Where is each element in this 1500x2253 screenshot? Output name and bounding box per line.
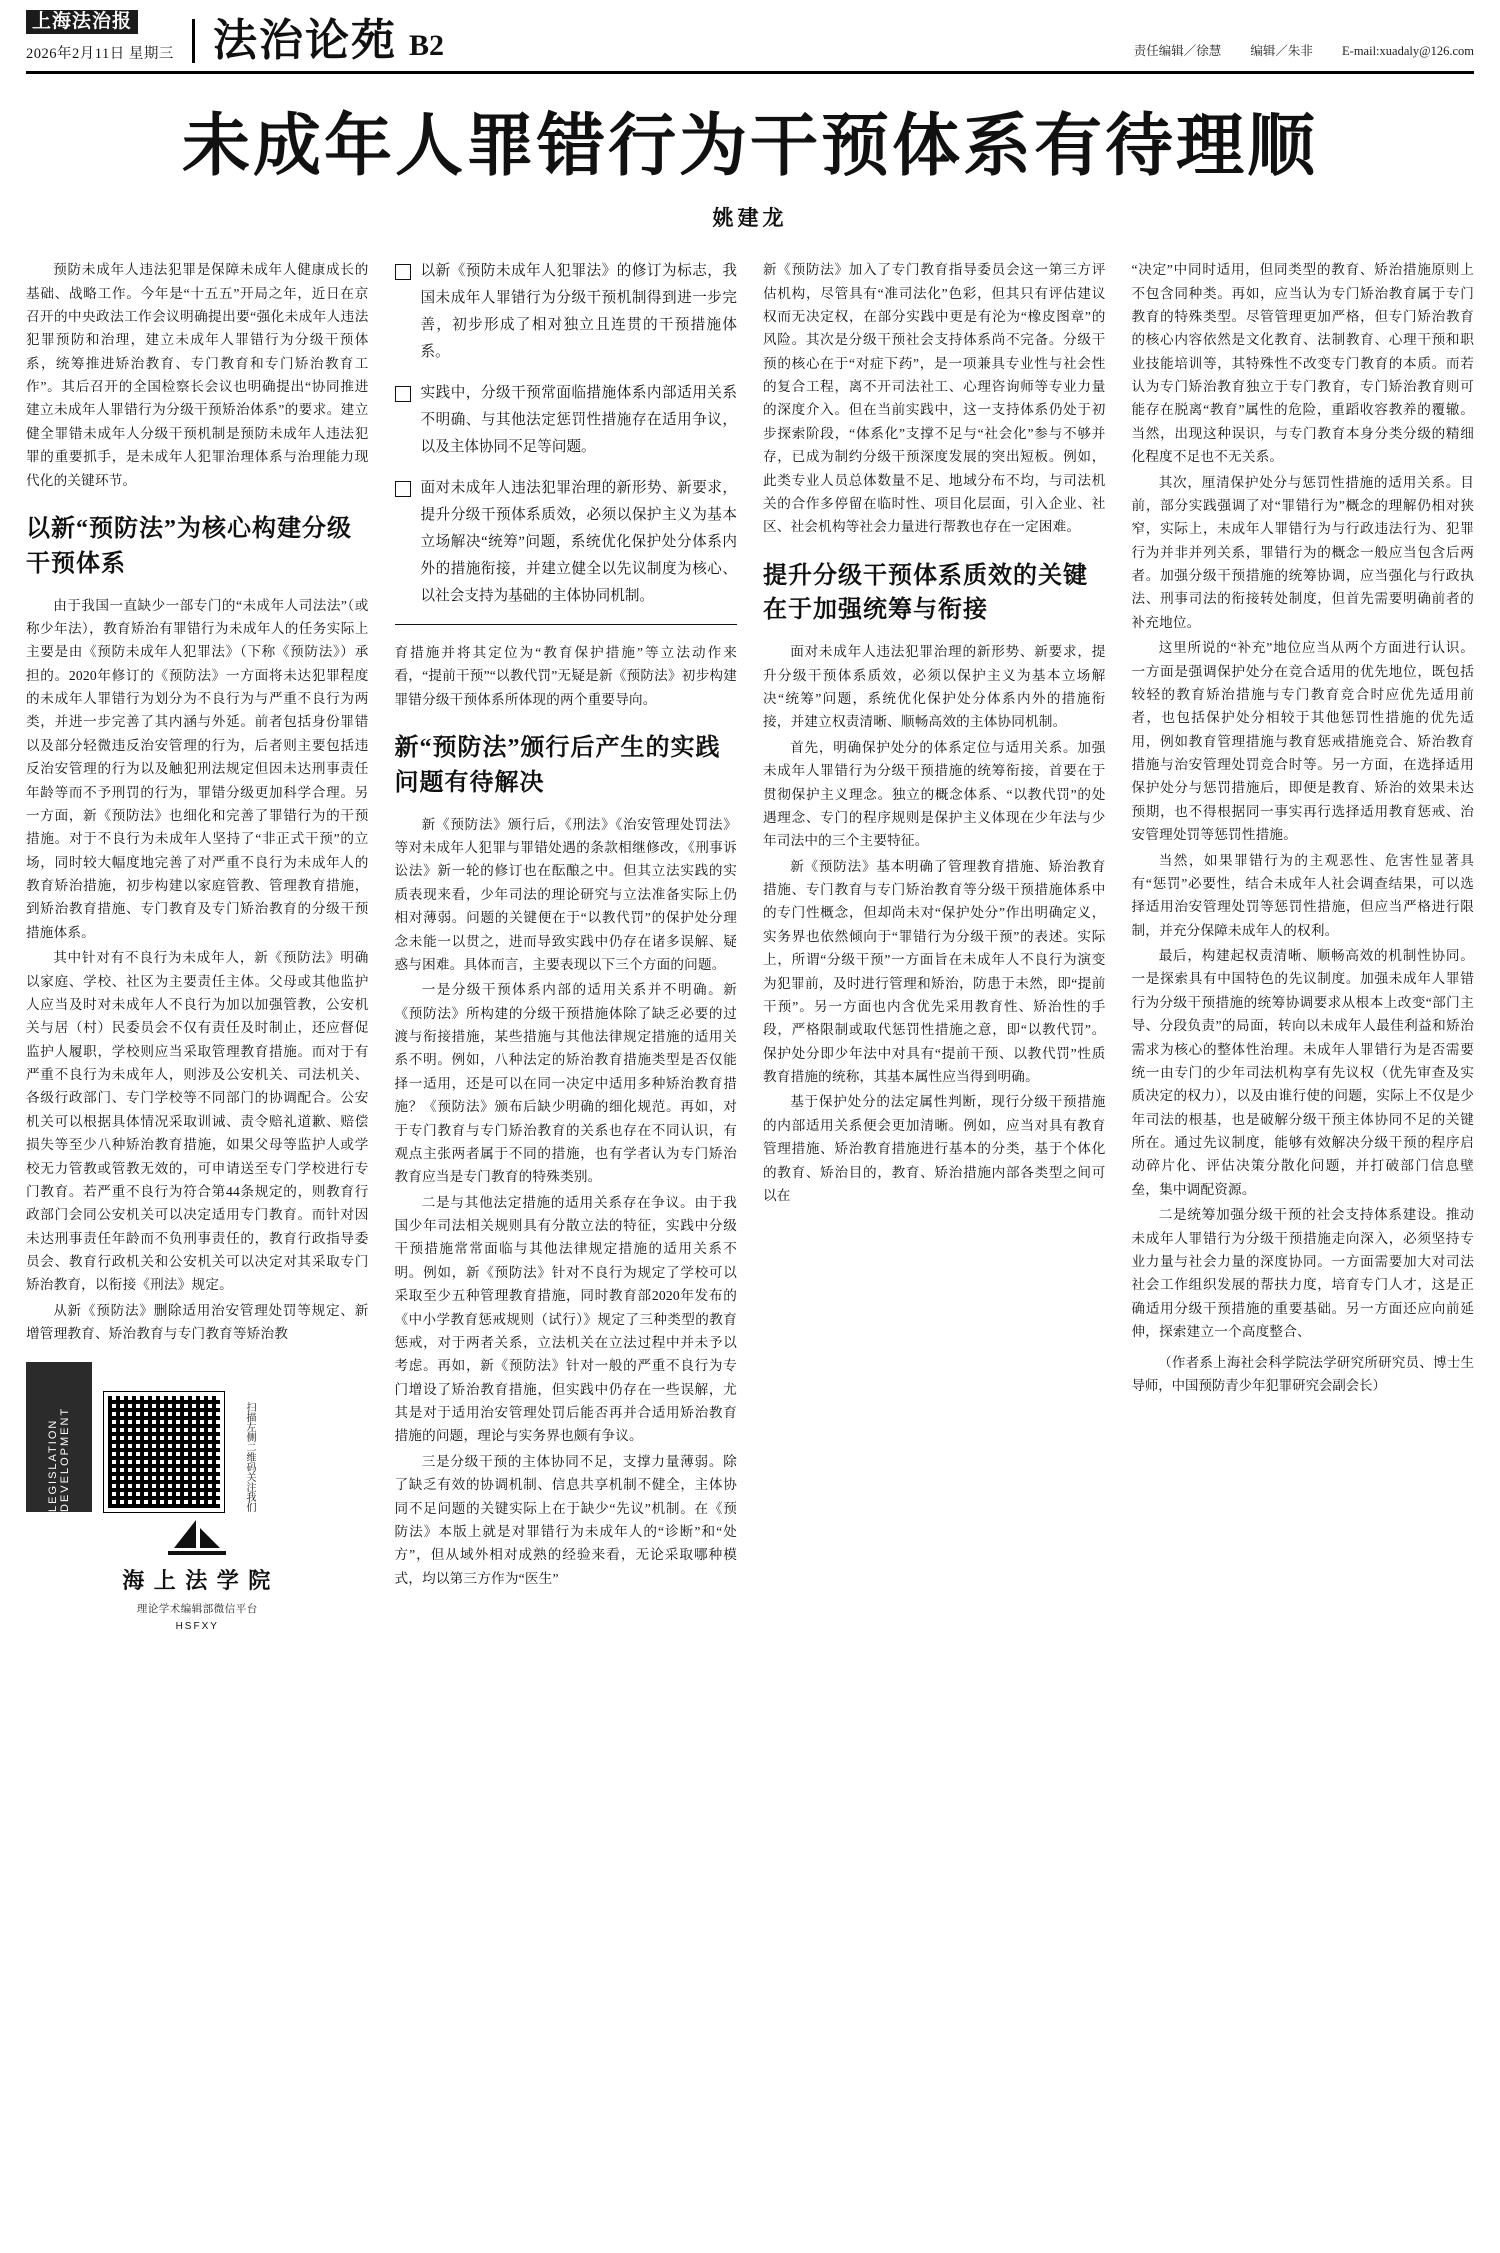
footer-branding bbox=[26, 1362, 369, 1512]
abstract-text: 面对未成年人违法犯罪治理的新形势、新要求，提升分级干预体系质效，必须以保护主义为基本立场解决“统筹”问题，系统优化保护处分体系内外的措施衔接，并建立健全以先议制度为核心、以社会支持为基础的主体协同机制。 bbox=[420, 480, 737, 604]
article-headline: 未成年人罪错行为干预体系有待理顺 bbox=[181, 108, 1318, 184]
legislation-badge-text: LEGISLATION DEVELOPMENT bbox=[47, 1406, 71, 1512]
checkbox-icon bbox=[395, 481, 411, 497]
legislation-badge bbox=[26, 1362, 92, 1512]
paragraph: 三是分级干预的主体协同不足，支撑力量薄弱。除了缺乏有效的协调机制、信息共享机制不健全，主体协同不足问题的关键实际上在于缺少“先议”机制。在《预防法》本版上就是对罪错行为未成年人的“诊断”和“处方”，但从域外相对成熟的经验来看，无论采取哪种模式，均以第三方作为“医生” bbox=[394, 1453, 737, 1586]
paragraph: 首先，明确保护处分的体系定位与适用关系。加强未成年人罪错行为分级干预措施的统筹衔接，首要在于贯彻保护主义理念。独立的概念体系、“以教代罚”的处遇理念、专门的程序规则是保护主义体现在少年法与少年司法中的三个主要特征。 bbox=[763, 739, 1106, 849]
paragraph-lead: 预防未成年人违法犯罪是保障未成年人健康成长的基础、战略工作。今年是“十五五”开局之年，近日在京召开的中央政法工作会议明确提出要“强化未成年人违法犯罪预防和治理，建立未成年人罪错行为分级干预体系，统筹推进矫治教育、专门教育和专门矫治教育工作”。其后召开的全国检察长会议也明确提出“协同推进建立未成年人罪错行为分级干预矫治体系”的要求。建立健全罪错未成年人分级干预机制是预防未成年人违法犯罪的重要抓手，是未成年人犯罪治理体系与治理能力现代化的关键环节。 bbox=[26, 262, 369, 488]
abstract-item bbox=[395, 258, 738, 366]
paragraph: 新《预防法》颁行后，《刑法》《治安管理处罚法》等对未成年人犯罪与罪错处遇的条款相继修改，《刑事诉讼法》新一轮的修订也在酝酿之中。但其立法实践的实质表现来看，少年司法的理论研究与立法准备实际上仍相对薄弱。问题的关键便在于“以教代罚”的保护处分理念未能一以贯之，进而导致实践中仍存在诸多误解、疑惑与困难。具体而言，主要表现以下三个方面的问题。 bbox=[394, 816, 737, 972]
paragraph: 这里所说的“补充”地位应当从两个方面进行认识。一方面是强调保护处分在竞合适用的优先地位，既包括较轻的教育矫治措施与专门教育竞合时应优先适用前者，也包括保护处分相较于其他惩罚性措施的优先适用，例如教育管理措施与教育惩戒措施竞合、矫治教育措施与治安管理处罚竞合时等。另一方面，在选择适用保护处分与惩罚措施后，即便是教育、矫治的效果未达预期，也不得根据同一事实再行选择适用教育惩戒、治安管理处罚等惩罚性措施。 bbox=[1131, 640, 1474, 843]
paragraph: 二是与其他法定措施的适用关系存在争议。由于我国少年司法相关规则具有分散立法的特征，实践中分级干预措施常常面临与其他法律规定措施的适用关系不明。例如，新《预防法》针对不良行为规定了学校可以采取至少五种管理教育措施，同时教育部2020年发布的《中小学教育惩戒规则（试行）》规定了三种类型的教育惩戒，对于两者关系，立法机关在立法过程中并未予以考虑。再如，新《预防法》针对一般的严重不良行为专门增设了矫治教育措施，但实践中仍存在一些误解，尤其是对于适用治安管理处罚后能否再并合适用矫治教育措施的问题，理论与实务界也颇有争议。 bbox=[394, 1194, 737, 1444]
author-note: （作者系上海社会科学院法学研究所研究员、博士生导师，中国预防青少年犯罪研究会副会长） bbox=[1131, 1355, 1474, 1394]
institute-name-block bbox=[26, 1564, 369, 1618]
section-title-group bbox=[192, 16, 445, 65]
column-3 bbox=[763, 258, 1106, 1209]
section-title: 法治论苑 bbox=[213, 16, 397, 65]
qr-code-block bbox=[104, 1392, 224, 1512]
institute-abbr: HSFXY bbox=[175, 1621, 219, 1633]
column-1 bbox=[26, 258, 369, 1632]
paragraph: 新《预防法》基本明确了管理教育措施、矫治教育措施、专门教育与专门矫治教育等分级干预措施体系中的专门性概念，但却尚未对“保护处分”作出明确定义，实务界也依然倾向于“罪错行为分级干预”的表述。实际上，所谓“分级干预”一方面旨在未成年人不良行为演变为犯罪前，及时进行管理和矫治，防患于未然，即“提前干预”。另一方面也内含优先采用教育性、矫治性的手段，严格限制或取代惩罚性措施之意，即“以教代罚”。保护处分即少年法中对具有“提前干预、以教代罚”性质教育措施的统称，其基本属性应当得到明确。 bbox=[763, 858, 1106, 1084]
newspaper-logo: 上海法治报 bbox=[26, 10, 138, 34]
paragraph: 面对未成年人违法犯罪治理的新形势、新要求，提升分级干预体系质效，必须以保护主义为基本立场解决“统筹”问题，系统优化保护处分体系内外的措施衔接，并建立权责清晰、顺畅高效的主体协同机制。 bbox=[763, 644, 1106, 730]
editor-name: 编辑／朱非 bbox=[1250, 44, 1313, 58]
paragraph: 基于保护处分的法定属性判断，现行分级干预措施的内部适用关系便会更加清晰。例如，应当对具有教育管理措施、矫治教育措施进行基本的分类，基于个体化的教育、矫治目的，教育、矫治措施内部各类型之间可以在 bbox=[763, 1094, 1106, 1203]
paragraph: 新《预防法》加入了专门教育指导委员会这一第三方评估机构，尽管具有“准司法化”色彩，但其只有评估建议权而无决定权，在部分实践中更是有沦为“橡皮图章”的风险。其次是分级干预社会支持体系尚不完备。分级干预的核心在于“对症下药”，是一项兼具专业性与社会性的复合工程，离不开司法社工、心理咨询师等专业力量的深度介入。但在当前实践中，这一支持体系仍处于初步探索阶段，“体系化”支撑不足与“社会化”参与不够并存，已成为制约分级干预深度发展的突出短板。例如，此类专业人员总体数量不足、地域分布不均，与司法机关的合作多停留在临时性、项目化层面，引入企业、社区、社会机构等社会力量进行帮教也存在一定困难。 bbox=[763, 262, 1106, 535]
institute-sub: 理论学术编辑部微信平台 bbox=[136, 1603, 258, 1615]
editor-email: E-mail:xuadaly@126.com bbox=[1342, 44, 1474, 58]
column-4 bbox=[1132, 258, 1475, 1411]
paragraph: 当然，如果罪错行为的主观恶性、危害性显著具有“惩罚”必要性，结合未成年人社会调查结果，可以选择适用治安管理处罚等惩罚性措施，但应当严格进行限制，并充分保障未成年人的权利。 bbox=[1131, 852, 1474, 938]
publication-date: 2026年2月11日 星期三 bbox=[26, 46, 174, 62]
subheading-2: 新“预防法”颁行后产生的实践问题有待解决 bbox=[394, 735, 721, 796]
sailboat-icon bbox=[162, 1518, 232, 1564]
abstract-box bbox=[395, 258, 738, 610]
institute-name: 海 上 法 学 院 bbox=[122, 1567, 273, 1593]
qr-caption: 扫描左侧二维码关注我们 bbox=[244, 1401, 255, 1512]
article-byline: 姚建龙 bbox=[712, 206, 788, 231]
editor-responsible: 责任编辑／徐慧 bbox=[1133, 44, 1222, 58]
subheading-3: 提升分级干预体系质效的关键在于加强统筹与衔接 bbox=[763, 562, 1088, 624]
divider bbox=[395, 624, 738, 625]
column-2 bbox=[395, 258, 738, 1592]
abstract-item bbox=[395, 380, 738, 461]
paragraph: “决定”中同时适用，但同类型的教育、矫治措施原则上不包含同种类。再如，应当认为专门矫治教育属于专门教育的特殊类型。尽管管理更加严格，但专门矫治教育的核心内容依然是文化教育、法制教育、心理干预和职业技能培训等，其特殊性不改变专门教育的本质。而若认为专门矫治教育独立于专门教育，专门矫治教育则可能存在脱离“教育”属性的危险，重蹈收容教养的覆辙。当然，出现这种误识，与专门教育本身分类分级的精细化程度不足也不无关系。 bbox=[1131, 262, 1474, 465]
article-columns bbox=[26, 258, 1474, 1632]
paragraph: 其中针对有不良行为未成年人，新《预防法》明确以家庭、学校、社区为主要责任主体。父母或其他监护人应当及时对未成年人不良行为加以加强管教，公安机关与居（村）民委员会不仅有责任及时制止，还应督促监护人履职，学校则应当采取管理教育措施。而对于有严重不良行为未成年人，则涉及公安机关、司法机关、各级行政部门、专门学校等不同部门的协调配合。公安机关可以根据具体情况采取训诫、责令赔礼道歉、赔偿损失等至少八种矫治教育措施，如果父母等监护人或学校无力管教或管教无效的，可申请送至专门学校进行专门教育。若严重不良行为符合第44条规定的，则教育行政部门会同公安机关可以决定适用专门教育。而针对因未达刑事责任年龄而不负刑事责任的，教育行政指导委员会、教育行政机关和公安机关可以决定对其采取专门矫治教育，以衔接《刑法》规定。 bbox=[26, 950, 369, 1293]
abstract-item bbox=[395, 475, 738, 610]
masthead bbox=[26, 0, 1474, 74]
checkbox-icon bbox=[395, 264, 411, 280]
masthead-left bbox=[26, 10, 192, 63]
abstract-text: 以新《预防未成年人犯罪法》的修订为标志，我国未成年人罪错行为分级干预机制得到进一步完善，初步形成了相对独立且连贯的干预措施体系。 bbox=[420, 263, 737, 361]
paragraph: 由于我国一直缺少一部专门的“未成年人司法法”（或称少年法），教育矫治有罪错行为未成年人的任务实际上主要是由《预防未成年人犯罪法》（下称《预防法》）承担的。2020年修订的《预防法》一方面将未达犯罪程度的未成年人罪错行为划分为不良行为与严重不良行为两类，并进一步完善了其内涵与外延。前者包括身份罪错以及部分轻微违反治安管理的行为，后者则主要包括违反治安管理的行为以及触犯刑法规定但因未达刑事责任年龄等而不予刑罚的行为，罪错分级更加科学合理。另一方面，新《预防法》也细化和完善了罪错行为的干预措施。对于不良行为未成年人坚持了“非正式干预”的立场，同时较大幅度地完善了对严重不良行为未成年人的教育矫治措施，初步构建以家庭管教、管理教育措施，到矫治教育措施、专门教育及专门矫治教育的分级干预措施体系。 bbox=[26, 597, 369, 940]
paragraph: 从新《预防法》删除适用治安管理处罚等规定、新增管理教育、矫治教育与专门教育等矫治教 bbox=[26, 1302, 369, 1342]
page-number: B2 bbox=[409, 29, 445, 62]
editor-info bbox=[1108, 41, 1474, 63]
subheading-1: 以新“预防法”为核心构建分级干预体系 bbox=[26, 515, 352, 577]
qr-code-image bbox=[104, 1392, 224, 1512]
paragraph: 二是统筹加强分级干预的社会支持体系建设。推动未成年人罪错行为分级干预措施走向深入，必须坚持专业力量与社会力量的深度协同。一方面需要加大对司法社会工作组织发展的帮扶力度，培育专门人才，这是正确适用分级干预措施的重要基础。另一方面还应向前延伸，探索建立一个高度整合、 bbox=[1131, 1207, 1474, 1340]
abstract-text: 实践中，分级干预常面临措施体系内部适用关系不明确、与其他法定惩罚性措施存在适用争议，以及主体协同不足等问题。 bbox=[420, 385, 737, 456]
checkbox-icon bbox=[395, 386, 411, 402]
paragraph: 一是分级干预体系内部的适用关系并不明确。新《预防法》所构建的分级干预措施体除了缺乏必要的过渡与衔接措施，某些措施与其他法律规定措施的适用关系不明。例如，八种法定的矫治教育措施类型是否仅能择一适用，还是可以在同一决定中适用多种矫治教育措施？《预防法》颁布后缺少明确的细化规范。再如，对于专门教育与专门矫治教育的关系也存在不同认识，有观点主张两者属于不同的措施，也有学者认为专门矫治教育应当是专门教育的特殊类别。 bbox=[394, 982, 737, 1185]
paragraph: 育措施并将其定位为“教育保护措施”等立法动作来看，“提前干预”“以教代罚”无疑是新《预防法》初步构建罪错分级干预体系所体现的两个重要导向。 bbox=[394, 644, 737, 707]
paragraph: 其次，厘清保护处分与惩罚性措施的适用关系。目前，部分实践强调了对“罪错行为”概念的理解仍相对狭窄，实际上，未成年人罪错行为与行政违法行为、犯罪行为并非并列关系，罪错行为的概念一般应当包含后两者。加强分级干预措施的统筹协调，应当强化与行政执法、刑事司法的衔接转处制度，但首先需要明确前者的补充地位。 bbox=[1131, 474, 1474, 630]
institute-block bbox=[26, 1518, 369, 1633]
paragraph: 最后，构建起权责清晰、顺畅高效的机制性协同。一是探索具有中国特色的先议制度。加强未成年人罪错行为分级干预措施的统筹协调要求从根本上改变“部门主导、分段负责”的局面，转向以未成年人最佳利益和矫治需求为核心的整体性治理。未成年人罪错行为是否需要统一由专门的少年司法机构享有先议权（优先审查及实质决定的权力），以及由谁行使的问题，实际上不仅是少年司法的根基，也是破解分级干预主体协同不足的关键所在。通过先议制度，能够有效解决分级干预的程序启动碎片化、评估决策分散化问题，并打破部门信息壁垒，集中调配资源。 bbox=[1131, 948, 1474, 1197]
